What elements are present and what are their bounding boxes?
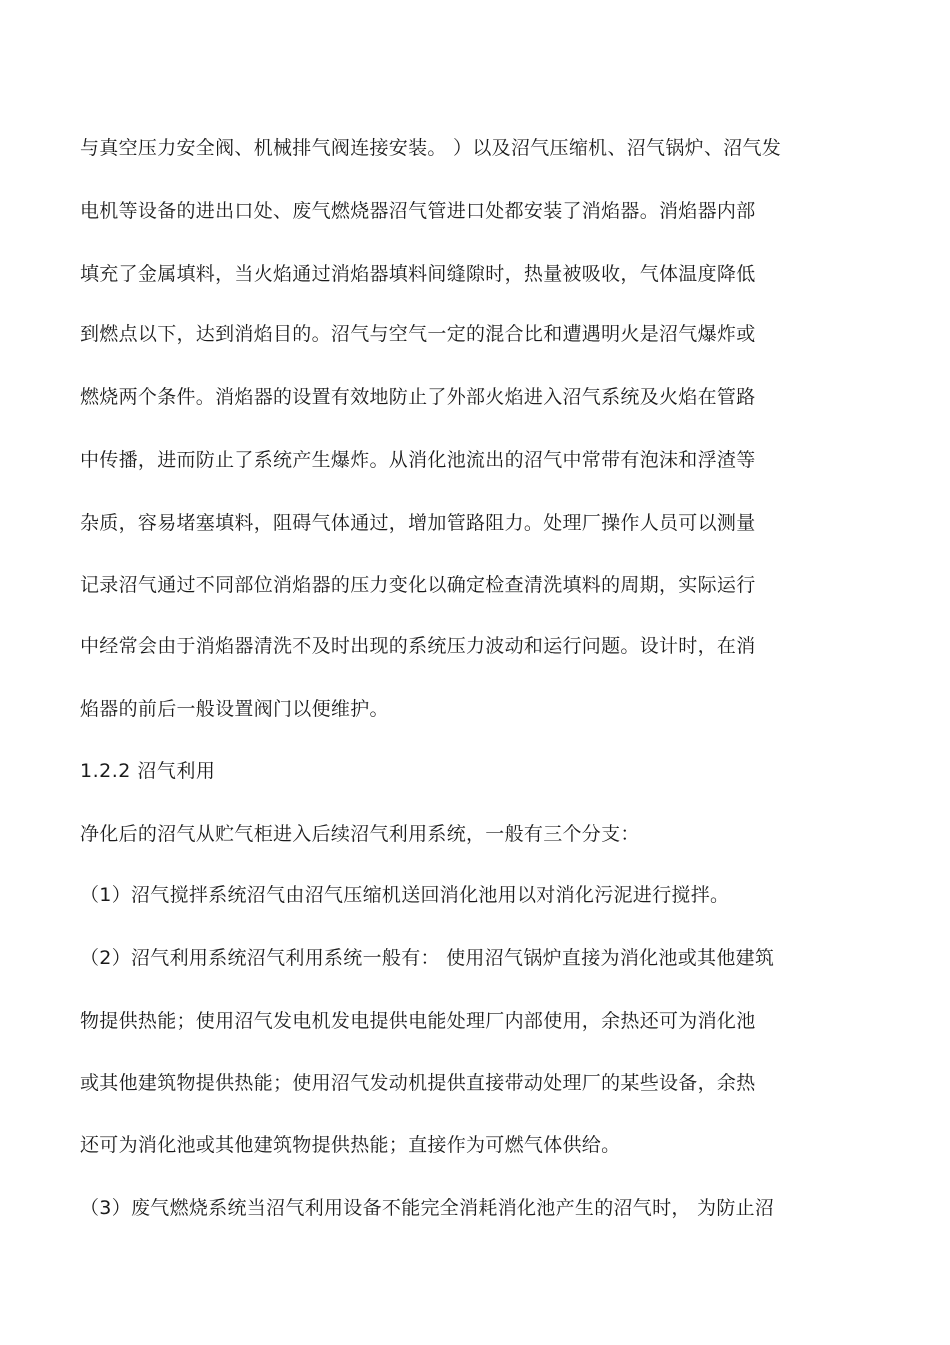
text-line: （1）沼气搅拌系统沼气由沼气压缩机送回消化池用以对消化污泥进行搅拌。: [80, 884, 730, 906]
text-line: 到燃点以下，达到消焰目的。沼气与空气一定的混合比和遭遇明火是沼气爆炸或: [80, 323, 756, 345]
text-line: 杂质，容易堵塞填料，阻碍气体通过，增加管路阻力。处理厂操作人员可以测量: [80, 512, 756, 534]
text-line: （2）沼气利用系统沼气利用系统一般有： 使用沼气锅炉直接为消化池或其他建筑: [80, 947, 775, 969]
text-line: 中传播，进而防止了系统产生爆炸。从消化池流出的沼气中常带有泡沫和浮渣等: [80, 449, 756, 471]
text-line: 燃烧两个条件。消焰器的设置有效地防止了外部火焰进入沼气系统及火焰在管路: [80, 386, 756, 408]
text-line: 电机等设备的进出口处、废气燃烧器沼气管进口处都安装了消焰器。消焰器内部: [80, 200, 756, 222]
text-line: 焰器的前后一般设置阀门以便维护。: [80, 698, 389, 720]
text-line: 中经常会由于消焰器清洗不及时出现的系统压力波动和运行问题。设计时，在消: [80, 635, 756, 657]
text-line: 填充了金属填料，当火焰通过消焰器填料间缝隙时，热量被吸收，气体温度降低: [80, 263, 756, 285]
text-line: 或其他建筑物提供热能；使用沼气发动机提供直接带动处理厂的某些设备，余热: [80, 1072, 756, 1094]
text-line: （3）废气燃烧系统当沼气利用设备不能完全消耗消化池产生的沼气时， 为防止沼: [80, 1197, 775, 1219]
text-line: 物提供热能；使用沼气发电机发电提供电能处理厂内部使用，余热还可为消化池: [80, 1010, 756, 1032]
text-line: 与真空压力安全阀、机械排气阀连接安装。 ）以及沼气压缩机、沼气锅炉、沼气发: [80, 137, 782, 159]
section-heading: 1.2.2 沼气利用: [80, 760, 216, 782]
text-line: 记录沼气通过不同部位消焰器的压力变化以确定检查清洗填料的周期，实际运行: [80, 574, 756, 596]
text-line: 还可为消化池或其他建筑物提供热能；直接作为可燃气体供给。: [80, 1134, 621, 1156]
text-line: 净化后的沼气从贮气柜进入后续沼气利用系统，一般有三个分支：: [80, 823, 640, 845]
